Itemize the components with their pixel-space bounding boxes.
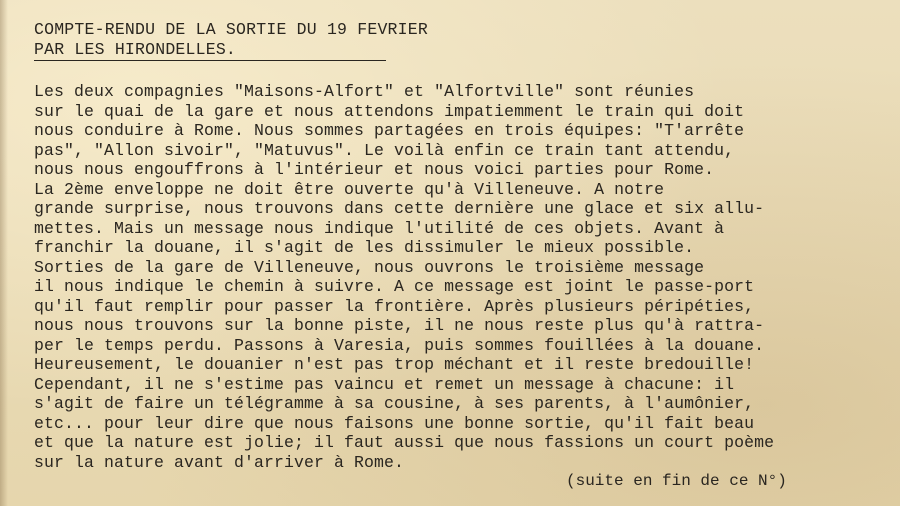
body-line: mettes. Mais un message nous indique l'utilité de ces objets. Avant à xyxy=(34,218,725,238)
body-line: La 2ème enveloppe ne doit être ouverte qu'à Villeneuve. A notre xyxy=(34,179,665,199)
body-line: nous nous engouffrons à l'intérieur et nous voici parties pour Rome. xyxy=(34,160,715,179)
body-line: Heureusement, le douanier n'est pas trop méchant et il reste bredouille! xyxy=(34,355,755,374)
body-line: grande surprise, nous trouvons dans cette dernière une glace et six allu- xyxy=(34,199,765,218)
title-line-2: PAR LES HIRONDELLES. xyxy=(34,40,386,61)
body-line: nous nous trouvons sur la bonne piste, il ne nous reste plus qu'à rattra- xyxy=(34,316,765,335)
body-line: nous conduire à Rome. Nous sommes partagées en trois équipes: "T'arrête xyxy=(34,121,745,140)
body-line: Sorties de la gare de Villeneuve, nous ouvrons le troisième message xyxy=(34,257,705,277)
body-line: et que la nature est jolie; il faut aussi que nous fassions un court poème xyxy=(34,433,775,452)
body-line: etc... pour leur dire que nous faisons une bonne sortie, qu'il fait beau xyxy=(34,413,755,433)
body-line: Les deux compagnies "Maisons-Alfort" et "Alfortville" sont réunies xyxy=(34,82,695,101)
body-line: sur le quai de la gare et nous attendons impatiemment le train qui doit xyxy=(34,101,745,121)
body-line: Cependant, il ne s'estime pas vaincu et remet un message à chacune: il xyxy=(34,374,735,394)
continued-note: (suite en fin de ce N°) xyxy=(566,472,787,490)
body-line: pas", "Allon sivoir", "Matuvus". Le voilà enfin ce train tant attendu, xyxy=(34,140,735,160)
body-line: franchir la douane, il s'agit de les dissimuler le mieux possible. xyxy=(34,238,695,257)
body-line: qu'il faut remplir pour passer la frontière. Après plusieurs péripéties, xyxy=(34,296,755,316)
body-line: il nous indique le chemin à suivre. A ce message est joint le passe-port xyxy=(34,277,755,296)
body-line: s'agit de faire un télégramme à sa cousine, à ses parents, à l'aumônier, xyxy=(34,394,755,413)
body-line: sur la nature avant d'arriver à Rome. xyxy=(34,452,405,472)
title-line-1: COMPTE-RENDU DE LA SORTIE DU 19 FEVRIER xyxy=(34,20,428,39)
report-body xyxy=(34,82,864,472)
document-title xyxy=(34,20,428,61)
page-edge-shadow xyxy=(0,0,8,506)
body-line: per le temps perdu. Passons à Varesia, puis sommes fouillées à la douane. xyxy=(34,335,765,355)
